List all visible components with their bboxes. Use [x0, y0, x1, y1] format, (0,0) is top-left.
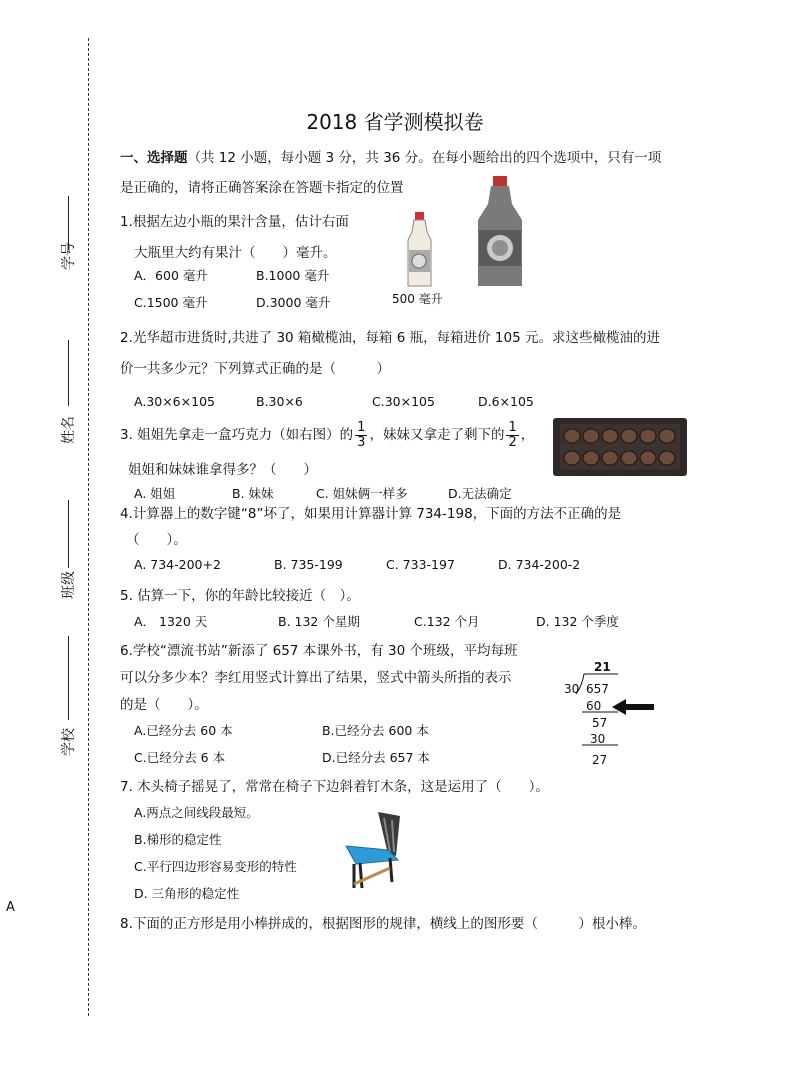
q2-option-d: D.6×105: [478, 394, 534, 409]
q2-option-a: A.30×6×105: [134, 394, 215, 409]
q4-stem-line2: （ ）。: [126, 532, 187, 548]
q6-option-c: C.已经分去 6 本: [134, 750, 226, 765]
section-intro-line2: 是正确的，请将正确答案涂在答题卡指定的位置: [120, 180, 404, 196]
q7-option-b: B.梯形的稳定性: [134, 832, 222, 847]
q3-option-b: B. 妹妹: [232, 486, 274, 501]
q1-stem-line1: 1.根据左边小瓶的果汁含量，估计右面: [120, 214, 349, 230]
q4-option-c: C. 733-197: [386, 557, 455, 572]
q6-option-d: D.已经分去 657 本: [322, 750, 430, 765]
student-id-label: 学号: [61, 242, 77, 270]
q6-stem-line1: 6.学校“漂流书站”新添了 657 本课外书，有 30 个班级，平均每班: [120, 643, 518, 659]
q5-option-a: A． 1320 天: [134, 614, 208, 629]
q6-stem-line2: 可以分多少本？李红用竖式计算出了结果，竖式中箭头所指的表示: [120, 670, 512, 686]
division-dividend: 657: [586, 682, 609, 696]
q6-stem-line3: 的是（ ）。: [120, 697, 208, 713]
q1-option-d: D.3000 毫升: [256, 295, 331, 310]
q6-option-b: B.已经分去 600 本: [322, 723, 429, 738]
division-divisor: 30: [564, 682, 580, 696]
class-fill-line: [68, 500, 69, 568]
q2-option-b: B.30×6: [256, 394, 303, 409]
section-heading: 一、选择题: [120, 150, 188, 166]
arrow-left-icon: [612, 698, 656, 716]
class-label: 班级: [61, 571, 77, 599]
q4-option-d: D. 734-200-2: [498, 557, 581, 572]
q3-stem-line1: 3. 姐姐先拿走一盒巧克力（如右图）的 $\frac{1}{3}$ ，妹妹又拿走了剩下的 $\frac{1}{2}$ ，: [120, 419, 535, 450]
division-quotient: 21: [594, 660, 611, 674]
q5-stem: 5. 估算一下，你的年龄比较接近（ ）。: [120, 588, 360, 604]
q2-stem-line1: 2.光华超市进货时,共进了 30 箱橄榄油，每箱 6 瓶，每箱进价 105 元。求这些橄榄油的进: [120, 330, 660, 346]
q3-option-c: C. 姐妹俩一样多: [316, 486, 408, 501]
q7-option-a: A.两点之间线段最短。: [134, 805, 259, 820]
q6-option-a: A.已经分去 60 本: [134, 723, 233, 738]
page-title: 2018 省学测模拟卷: [306, 110, 484, 134]
division-step1: 60: [586, 699, 602, 713]
q4-option-b: B. 735-199: [274, 557, 343, 572]
q4-option-a: A. 734-200+2: [134, 557, 221, 572]
chair-image: [340, 808, 406, 892]
q2-option-c: C.30×105: [372, 394, 435, 409]
q1-option-b: B.1000 毫升: [256, 268, 330, 283]
q5-option-d: D. 132 个季度: [536, 614, 619, 629]
small-bottle-label: 500 毫升: [392, 292, 443, 306]
q7-option-c: C.平行四边形容易变形的特性: [134, 859, 297, 874]
q3-fraction-one-half: $\frac{1}{2}$: [508, 419, 517, 450]
q5-option-c: C.132 个月: [414, 614, 480, 629]
q5-option-b: B. 132 个星期: [278, 614, 360, 629]
section-intro-line1: 一、选择题（共 12 小题，每小题 3 分，共 36 分。在每小题给出的四个选项中，只有一项: [120, 150, 662, 166]
division-remainder2: 27: [592, 753, 608, 767]
division-step2: 30: [590, 732, 606, 746]
binding-cut-line: [88, 38, 89, 1016]
chocolate-box-image: [552, 416, 688, 478]
q1-stem-line2: 大瓶里大约有果汁（ ）毫升。: [134, 245, 337, 261]
margin-mark: A: [6, 900, 15, 915]
large-juice-bottle-image: [474, 174, 526, 292]
q3-stem-line2: 姐姐和妹妹谁拿得多？（ ）: [128, 462, 317, 478]
q2-stem-line2: 价一共多少元？下列算式正确的是（ ）: [120, 361, 390, 377]
q1-option-c: C.1500 毫升: [134, 295, 208, 310]
small-juice-bottle-image: [400, 210, 440, 290]
school-label: 学校: [61, 728, 77, 756]
q8-stem: 8.下面的正方形是用小棒拼成的，根据图形的规律，横线上的图形要（ ）根小棒。: [120, 916, 646, 932]
q3-option-d: D.无法确定: [448, 486, 512, 501]
q3-option-a: A. 姐姐: [134, 486, 176, 501]
name-fill-line: [68, 340, 69, 406]
q4-stem-line1: 4.计算器上的数字键“8”坏了，如果用计算器计算 734-198，下面的方法不正确的是: [120, 506, 622, 522]
school-fill-line: [68, 636, 69, 720]
q3-fraction-one-third: $\frac{1}{3}$: [357, 419, 366, 450]
q7-stem: 7. 木头椅子摇晃了，常常在椅子下边斜着钉木条，这是运用了（ ）。: [120, 779, 549, 795]
division-remainder1: 57: [592, 716, 608, 730]
q1-option-a: A．600 毫升: [134, 268, 208, 283]
name-label: 姓名: [61, 416, 77, 444]
q7-option-d: D. 三角形的稳定性: [134, 886, 240, 901]
